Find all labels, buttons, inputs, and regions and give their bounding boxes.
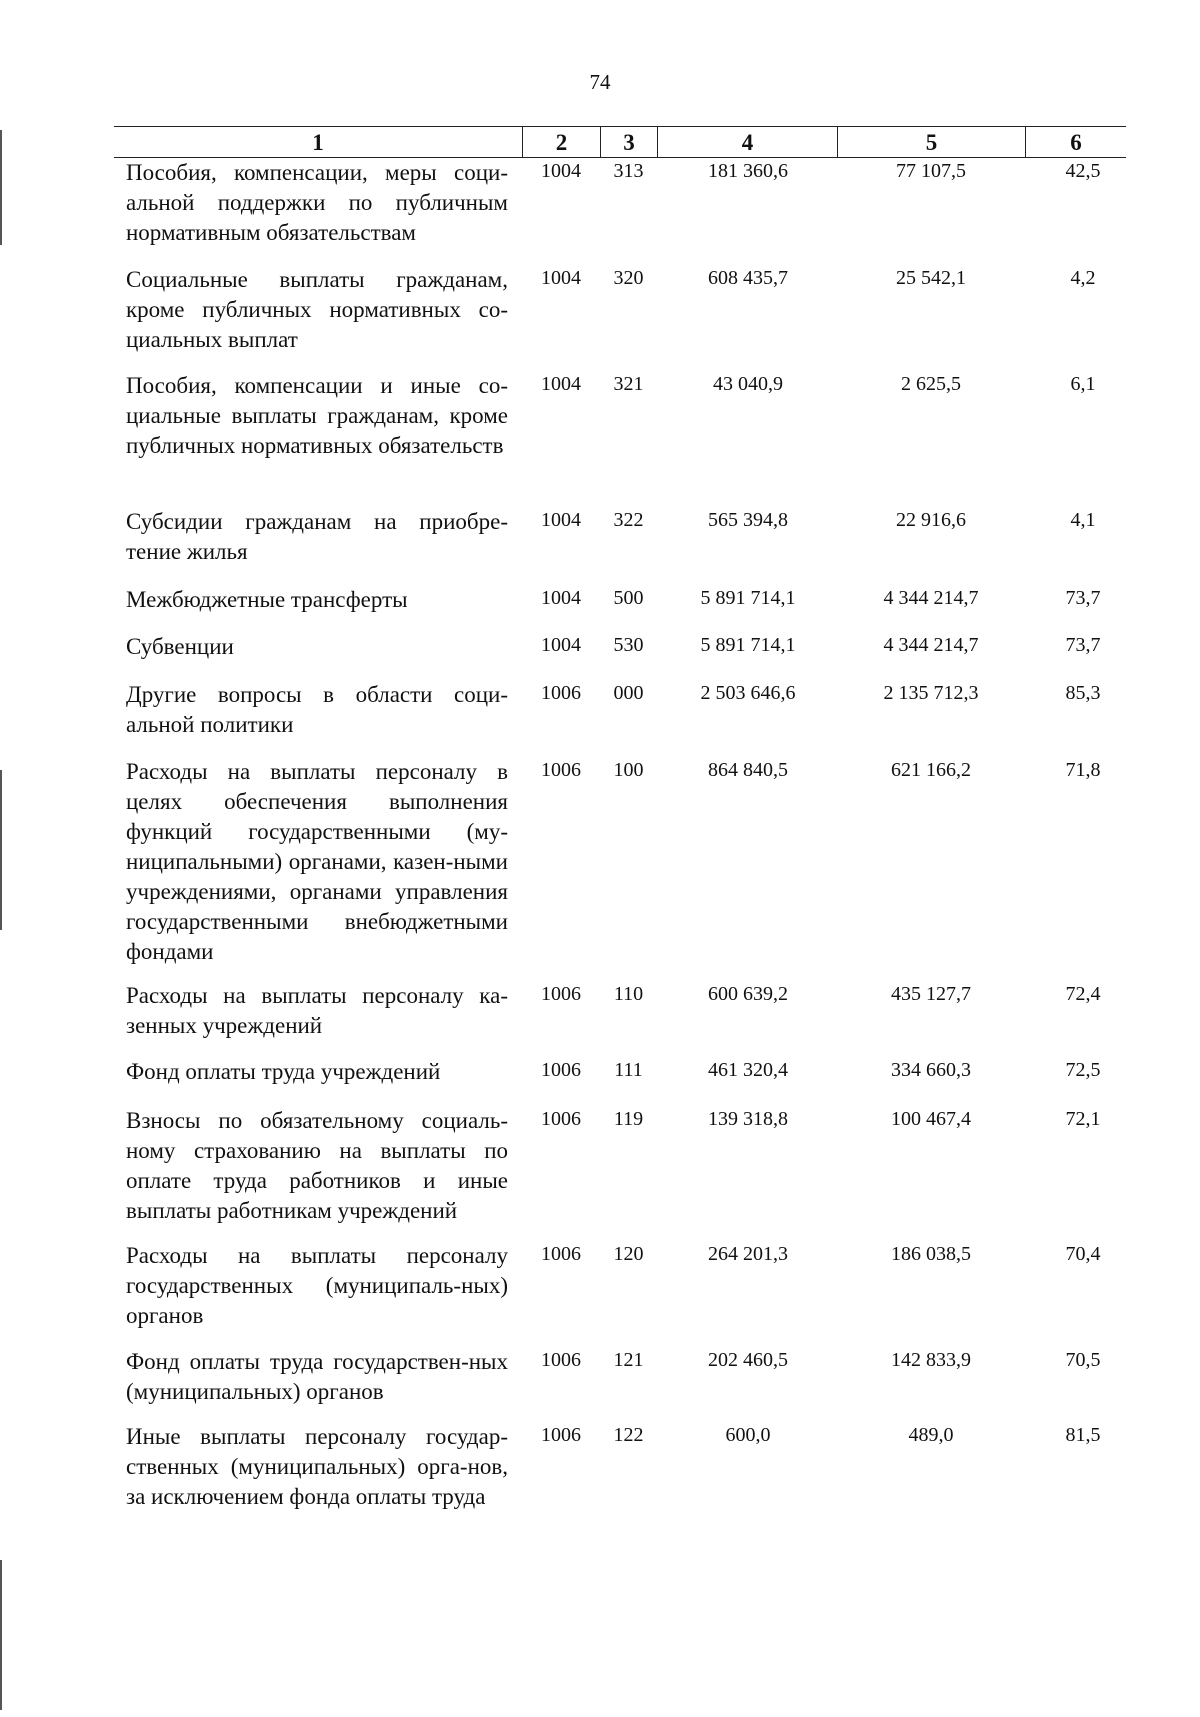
cell-percent: 70,4 xyxy=(1065,1243,1101,1265)
cell-section: 1006 xyxy=(541,1059,581,1081)
cell-percent: 85,3 xyxy=(1065,682,1101,704)
cell-actual: 621 166,2 xyxy=(891,759,971,781)
cell-actual: 77 107,5 xyxy=(896,160,966,182)
cell-section: 1006 xyxy=(541,1349,581,1371)
cell-code: 500 xyxy=(613,587,644,609)
cell-percent: 72,4 xyxy=(1065,983,1101,1005)
cell-code: 321 xyxy=(613,373,644,395)
cell-actual: 186 038,5 xyxy=(891,1243,971,1265)
header-col-6: 6 xyxy=(1070,130,1082,155)
cell-plan: 600 639,2 xyxy=(708,983,788,1005)
row-name: Иные выплаты персоналу государ-ственных (муниципальных) орга-нов, за исключением фонда оплаты труда xyxy=(126,1424,508,1509)
cell-percent: 81,5 xyxy=(1065,1424,1101,1446)
cell-section: 1006 xyxy=(541,1108,581,1130)
cell-code: 111 xyxy=(614,1059,643,1081)
cell-plan: 202 460,5 xyxy=(708,1349,788,1371)
row-name: Субвенции xyxy=(126,634,234,659)
cell-actual: 22 916,6 xyxy=(896,509,966,531)
row-name: Социальные выплаты гражданам, кроме публичных нормативных со-циальных выплат xyxy=(126,267,508,352)
cell-plan: 600,0 xyxy=(725,1424,771,1446)
page-number: 74 xyxy=(589,70,611,94)
cell-code: 322 xyxy=(613,509,644,531)
cell-percent: 6,1 xyxy=(1070,373,1096,395)
cell-code: 121 xyxy=(613,1349,644,1371)
cell-actual: 4 344 214,7 xyxy=(883,587,979,609)
row-name: Расходы на выплаты персоналу государственных (муниципаль-ных) органов xyxy=(126,1243,508,1328)
cell-actual: 489,0 xyxy=(908,1424,954,1446)
header-col-5: 5 xyxy=(925,130,938,155)
cell-section: 1004 xyxy=(541,160,581,182)
cell-section: 1006 xyxy=(541,682,581,704)
cell-code: 000 xyxy=(613,682,644,704)
cell-code: 320 xyxy=(613,267,644,289)
cell-code: 100 xyxy=(613,759,644,781)
header-col-4: 4 xyxy=(741,130,754,155)
cell-percent: 71,8 xyxy=(1065,759,1101,781)
row-name: Фонд оплаты труда учреждений xyxy=(126,1059,441,1084)
cell-actual: 334 660,3 xyxy=(891,1059,971,1081)
cell-section: 1006 xyxy=(541,1424,581,1446)
cell-section: 1006 xyxy=(541,983,581,1005)
row-name: Пособия, компенсации, меры соци-альной поддержки по публичным нормативным обязательствам xyxy=(126,160,508,245)
cell-code: 119 xyxy=(613,1108,644,1130)
scan-edge-mark xyxy=(0,770,2,930)
header-col-1: 1 xyxy=(312,130,324,155)
cell-section: 1004 xyxy=(541,373,581,395)
scan-edge-mark xyxy=(0,130,2,245)
row-name: Фонд оплаты труда государствен-ных (муниципальных) органов xyxy=(126,1349,508,1404)
cell-plan: 139 318,8 xyxy=(708,1108,788,1130)
cell-actual: 435 127,7 xyxy=(891,983,971,1005)
cell-section: 1004 xyxy=(541,267,581,289)
cell-plan: 43 040,9 xyxy=(713,373,783,395)
cell-section: 1004 xyxy=(541,587,581,609)
cell-plan: 5 891 714,1 xyxy=(700,587,796,609)
cell-percent: 73,7 xyxy=(1065,587,1101,609)
cell-plan: 5 891 714,1 xyxy=(700,634,796,656)
cell-code: 120 xyxy=(613,1243,644,1265)
cell-percent: 73,7 xyxy=(1065,634,1101,656)
cell-section: 1006 xyxy=(541,1243,581,1265)
table-header-top-border xyxy=(114,126,1126,127)
scan-edge-mark xyxy=(0,1560,2,1710)
cell-code: 530 xyxy=(613,634,644,656)
cell-code: 313 xyxy=(613,160,644,182)
cell-plan: 264 201,3 xyxy=(708,1243,788,1265)
cell-plan: 608 435,7 xyxy=(708,267,788,289)
row-name: Субсидии гражданам на приобре-тение жилья xyxy=(126,509,508,564)
cell-actual: 100 467,4 xyxy=(891,1108,971,1130)
cell-plan: 181 360,6 xyxy=(708,160,788,182)
cell-section: 1006 xyxy=(541,759,581,781)
row-name: Расходы на выплаты персоналу ка-зенных учреждений xyxy=(126,983,508,1038)
cell-percent: 4,2 xyxy=(1070,267,1096,289)
cell-percent: 72,1 xyxy=(1065,1108,1101,1130)
cell-percent: 42,5 xyxy=(1065,160,1101,182)
row-name: Взносы по обязательному социаль-ному страхованию на выплаты по оплате труда работников и иные выплаты работникам учреждений xyxy=(126,1108,508,1223)
cell-percent: 72,5 xyxy=(1065,1059,1101,1081)
cell-code: 122 xyxy=(613,1424,644,1446)
cell-percent: 70,5 xyxy=(1065,1349,1101,1371)
cell-plan: 461 320,4 xyxy=(708,1059,788,1081)
cell-plan: 864 840,5 xyxy=(708,759,788,781)
cell-code: 110 xyxy=(613,983,644,1005)
cell-actual: 142 833,9 xyxy=(891,1349,971,1371)
cell-plan: 2 503 646,6 xyxy=(700,682,796,704)
cell-actual: 25 542,1 xyxy=(896,267,966,289)
cell-section: 1004 xyxy=(541,634,581,656)
cell-section: 1004 xyxy=(541,509,581,531)
cell-actual: 2 625,5 xyxy=(901,373,961,395)
cell-plan: 565 394,8 xyxy=(708,509,788,531)
row-name: Расходы на выплаты персоналу в целях обеспечения выполнения функций государственными (му-ниципальными) органами, казен-ными учреждениями, органами управления государственными внебюджетными фондами xyxy=(126,759,508,964)
cell-percent: 4,1 xyxy=(1070,509,1096,531)
row-name: Межбюджетные трансферты xyxy=(126,587,408,612)
cell-actual: 4 344 214,7 xyxy=(883,634,979,656)
row-name: Другие вопросы в области соци-альной политики xyxy=(126,682,508,737)
header-col-2: 2 xyxy=(555,130,568,155)
header-col-3: 3 xyxy=(623,130,635,155)
row-name: Пособия, компенсации и иные со-циальные выплаты гражданам, кроме публичных нормативных обязательств xyxy=(126,373,508,458)
cell-actual: 2 135 712,3 xyxy=(883,682,979,704)
